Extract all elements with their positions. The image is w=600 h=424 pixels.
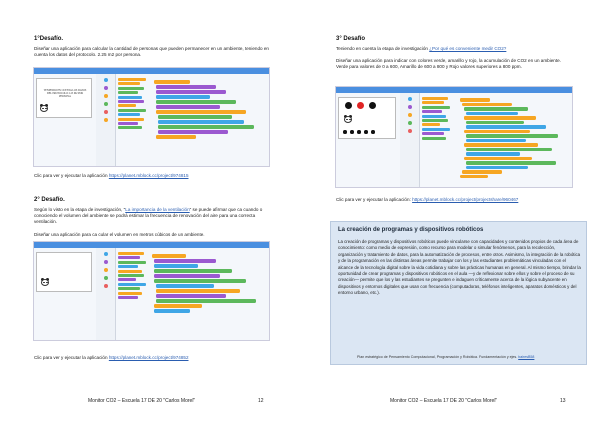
mblock-toolbar [34, 242, 269, 248]
black-light-icon [345, 102, 352, 109]
info-box [330, 221, 587, 365]
section2-text: Según lo visto en la etapa de investigación, "La importancia de la ventilación" se puede afirmar que ca cuando o conociendo el volumen del ambiente se podrá estimar la frecuencia de renovación del aire para una correcta ventilación. [34, 207, 263, 224]
mblock-screenshot-1 [33, 67, 270, 167]
panda-sprite-icon [343, 114, 353, 124]
category-palette [96, 74, 116, 166]
info-box-body: La creación de programas y dispositivos robóticos puede vincularse con capacidades y contenidos propios de cada área de conocimiento: como medio de expresión, como recurso para modelar o simular fenómenos, para la recolección, organización y tratamiento de datos, para la automatización de procesos, entre otros. Asimismo, la integración de la robótica y de la programación en las distintas áreas permite trabajar con los y las estudiantes problemáticas vinculadas con el alcance de la tecnología digital sobre la vida cotidiana y sobre las prácticas humanas en general. Al mismo tiempo, brindar la oportunidad de crear programas y dispositivos robóticos en el aula —y de reflexionar sobre ellos y sobre el proceso de su creación— permite que los y las estudiantes se pregunten e indaguen críticamente acerca de la lógica subyacente en dispositivos y entornos digitales que usan con frecuencia (computadoras, teléfonos inteligentes, aparatos domésticos y del entorno urbano, etc.). [338, 239, 581, 296]
stage-text: TENIENDO EN CUENTA LOS DATOS DEL PROTOCOLO 2.25 M2 POR PERSONA [43, 89, 87, 98]
page-number-right: 13 [560, 398, 566, 404]
stage-panel [36, 78, 92, 118]
panda-sprite-icon [40, 277, 50, 287]
page-number-left: 12 [258, 398, 264, 404]
section2-heading: 2° Desafío. [34, 197, 65, 203]
red-light-icon [357, 102, 364, 109]
project-link-960467[interactable]: https://planet.mblock.cc/project/projectshare/960467 [412, 197, 519, 202]
caption-text: Clic para ver y ejecutar la aplicación [34, 173, 108, 178]
section1-caption [34, 173, 274, 179]
mblock-toolbar [34, 68, 269, 74]
stage-panel [338, 97, 396, 139]
co2-measure-link[interactable]: ¿Por qué es conveniente medir CO2? [429, 46, 507, 51]
project-link-974815[interactable]: https://planet.mblock.cc/project/974815 [108, 173, 189, 178]
section3-text: Diseñar una aplicación para indicar con colores verde, amarillo y rojo, la acumulación de CO2 en un ambiente. Verde para valores de 0 a 600, Amarillo de 600 a 800 y Rojo valores superiores a 800 ppm. [336, 58, 561, 69]
category-palette [96, 248, 116, 340]
section3-intro: Teniendo en cuenta la etapa de investigación ¿Por qué es conveniente medir CO2? [336, 46, 507, 51]
black-light-icon [369, 102, 376, 109]
info-box-citation: Plan estratégico de Pensamiento Computacional, Programación y Robótica. Fundamentación y ejes. bairesB58 [357, 355, 535, 359]
section1-text: Diseñar una aplicación para calcular la cantidad de personas que pueden permanecer en un ambiente, teniendo en cuenta los datos del protocolo. 2.25 m2 por persona. [34, 46, 269, 57]
mblock-toolbar [336, 87, 572, 93]
info-box-title: La creación de programas y dispositivos robóticos [338, 227, 484, 233]
mblock-screenshot-3 [335, 86, 573, 188]
block-list [422, 97, 452, 141]
footer-left: Monitor CO2 – Escuela 17 DE 20 "Carlos Morel" [88, 398, 196, 404]
citation-link[interactable]: bairesB58 [518, 355, 535, 359]
category-palette [400, 93, 420, 187]
section2-caption: Clic para ver y ejecutar la aplicación https://planet.mblock.cc/project/974852 [34, 355, 189, 360]
panda-sprite-icon [39, 103, 49, 113]
section2-text2: Diseñar una aplicación para ca cular el volumen en metros cúbicos de un ambiente. [34, 232, 205, 237]
section1-heading: 1°Desafío. [34, 36, 64, 42]
ventilation-link[interactable]: La importancia de la ventilación [125, 207, 190, 212]
mblock-screenshot-2 [33, 241, 270, 341]
stage-panel [36, 252, 92, 292]
block-list [118, 252, 148, 300]
footer-right: Monitor CO2 – Escuela 17 DE 20 "Carlos Morel" [390, 398, 498, 404]
section3-caption: Clic para ver y ejecutar la aplicación: https://planet.mblock.cc/project/projectshare/960467 [336, 197, 519, 202]
section3-heading: 3° Desafío [336, 36, 366, 42]
block-list [118, 78, 148, 131]
project-link-974852[interactable]: https://planet.mblock.cc/project/974852 [108, 355, 189, 360]
